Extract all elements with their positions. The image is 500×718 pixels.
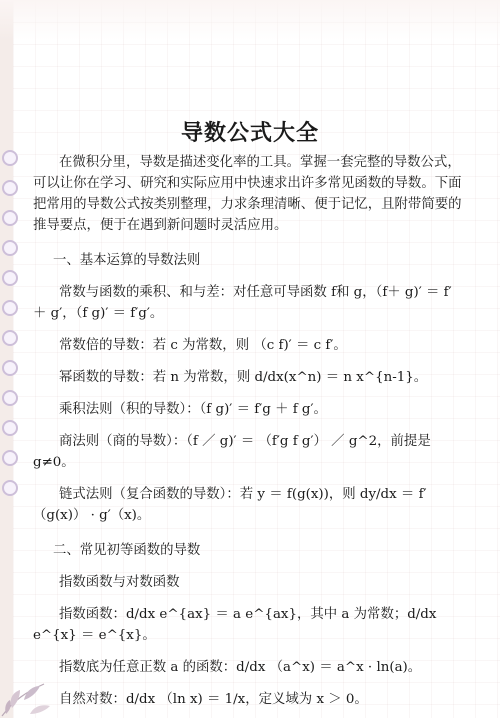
floral-decoration: [0, 670, 70, 718]
section-heading-basic-rules: 一、基本运算的导数法则: [53, 253, 201, 268]
document-body: [33, 152, 465, 710]
rule-constant-multiple: 常数倍的导数：若 c 为常数，则 （c f)′ ＝ c f′。: [59, 338, 347, 353]
formula-exponential-base-a: 指数底为任意正数 a 的函数：d/dx （a^x) ＝ a^x · ln(a)。: [59, 660, 422, 675]
formula-exponential: 指数函数：d/dx e^{ax} ＝ a e^{ax}，其中 a 为常数；d/dx e^{x} ＝ e^{x}。: [33, 607, 437, 643]
subsection-heading-exp-log: 指数函数与对数函数: [59, 575, 180, 590]
intro-paragraph: 在微积分里，导数是描述变化率的工具。掌握一套完整的导数公式，可以让你在学习、研究和实际应用中快速求出许多常见函数的导数。下面把常用的导数公式按类别整理，力求条理清晰、便于记忆，且附带简要的推导要点，便于在遇到新问题时灵活应用。: [33, 155, 462, 233]
rule-chain: 链式法则（复合函数的导数）：若 y ＝ f(g(x))，则 dy/dx ＝ f′（g(x)） · g′（x)。: [33, 487, 427, 523]
header-fade: [0, 0, 500, 40]
rule-product: 乘积法则（积的导数）：（f g)′ ＝ f′g ＋ f g′。: [59, 402, 327, 417]
section-heading-elementary-functions: 二、常见初等函数的导数: [53, 543, 201, 558]
rule-quotient: 商法则（商的导数）：（f ／ g)′ ＝ （f′g f g′） ／ g^2，前提是 g≠0。: [33, 434, 431, 470]
binder-rings: [2, 150, 18, 510]
rule-sum-product: 常数与函数的乘积、和与差：对任意可导函数 f和 g，（f＋ g)′ ＝ f′＋ g′，（f g)′ ＝ f′g′。: [33, 285, 452, 321]
rule-power: 幂函数的导数：若 n 为常数，则 d/dx(x^n) ＝ n x^{n-1}。: [59, 370, 428, 385]
formula-natural-log: 自然对数：d/dx （ln x) ＝ 1/x，定义域为 x ＞ 0。: [59, 692, 368, 707]
page-title: 导数公式大全: [180, 120, 319, 146]
